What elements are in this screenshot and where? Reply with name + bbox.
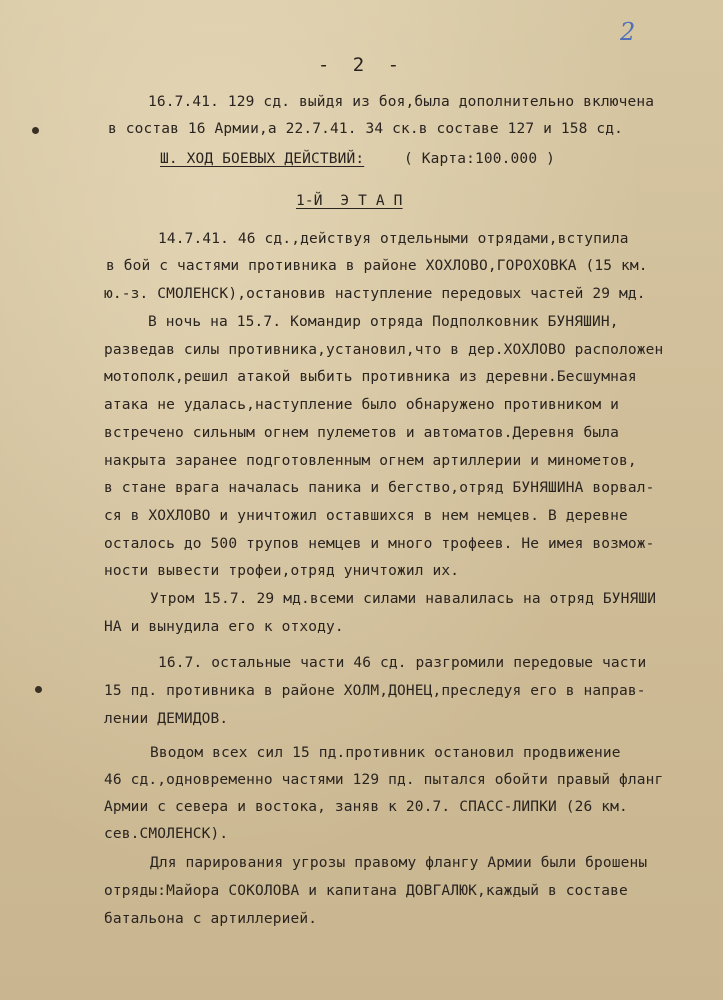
text-line: 15 пд. противника в районе ХОЛМ,ДОНЕЦ,преследуя его в направ- xyxy=(104,683,646,699)
text-line: лении ДЕМИДОВ. xyxy=(104,711,229,727)
text-line: ности вывести трофеи,отряд уничтожил их. xyxy=(104,563,460,579)
page-number: - 2 - xyxy=(317,54,406,76)
text-line: батальона с артиллерией. xyxy=(104,911,318,927)
text-line: В ночь на 15.7. Командир отряда Подполковник БУНЯШИН, xyxy=(148,314,619,330)
text-line: Для парирования угрозы правому флангу Армии были брошены xyxy=(150,855,648,871)
text-line: Армии с севера и востока, заняв к 20.7. СПАСС-ЛИПКИ (26 км. xyxy=(104,799,628,815)
text-line: 46 сд.,одновременно частями 129 пд. пытался обойти правый фланг xyxy=(104,772,664,788)
stage-heading: 1-Й Э Т А П xyxy=(296,193,403,209)
text-line: ю.-з. СМОЛЕНСК),остановив наступление передовых частей 29 мд. xyxy=(104,286,646,302)
text-line: сев.СМОЛЕНСК). xyxy=(104,826,229,842)
binder-hole xyxy=(32,127,39,134)
text-line: разведав силы противника,установил,что в дер.ХОХЛОВО расположен xyxy=(104,342,664,358)
text-line: НА и вынудила его к отходу. xyxy=(104,619,344,635)
text-line: осталось до 500 трупов немцев и много трофеев. Не имея возмож- xyxy=(104,536,655,552)
corner-page-mark: 2 xyxy=(620,18,636,46)
text-line: накрыта заранее подготовленным огнем артиллерии и минометов, xyxy=(104,453,637,469)
text-line: встречено сильным огнем пулеметов и автоматов.Деревня была xyxy=(104,425,620,441)
text-line: атака не удалась,наступление было обнаружено противником и xyxy=(104,397,620,413)
text-line: 16.7. остальные части 46 сд. разгромили передовые части xyxy=(158,655,647,671)
text-line: 16.7.41. 129 сд. выйдя из боя,была дополнительно включена xyxy=(148,94,655,110)
text-line: в стане врага началась паника и бегство,отряд БУНЯШИНА ворвал- xyxy=(104,480,655,496)
text-line: Вводом всех сил 15 пд.противник остановил продвижение xyxy=(150,745,621,761)
text-line: в состав 16 Армии,а 22.7.41. 34 ск.в составе 127 и 158 сд. xyxy=(108,121,624,137)
text-line: мотополк,решил атакой выбить противника из деревни.Бесшумная xyxy=(104,369,637,385)
text-line: Утром 15.7. 29 мд.всеми силами навалилась на отряд БУНЯШИ xyxy=(150,591,657,607)
text-line: 14.7.41. 46 сд.,действуя отдельными отрядами,вступила xyxy=(158,231,629,247)
text-line: ся в ХОХЛОВО и уничтожил оставшихся в нем немцев. В деревне xyxy=(104,508,628,524)
text-line: отряды:Майора СОКОЛОВА и капитана ДОВГАЛЮК,каждый в составе xyxy=(104,883,628,899)
map-scale-note: ( Карта:100.000 ) xyxy=(404,151,555,167)
text-line: в бой с частями противника в районе ХОХЛОВО,ГОРОХОВКА (15 км. xyxy=(106,258,648,274)
section-heading: Ш. ХОД БОЕВЫХ ДЕЙСТВИЙ: xyxy=(160,151,365,167)
binder-hole xyxy=(35,686,42,693)
